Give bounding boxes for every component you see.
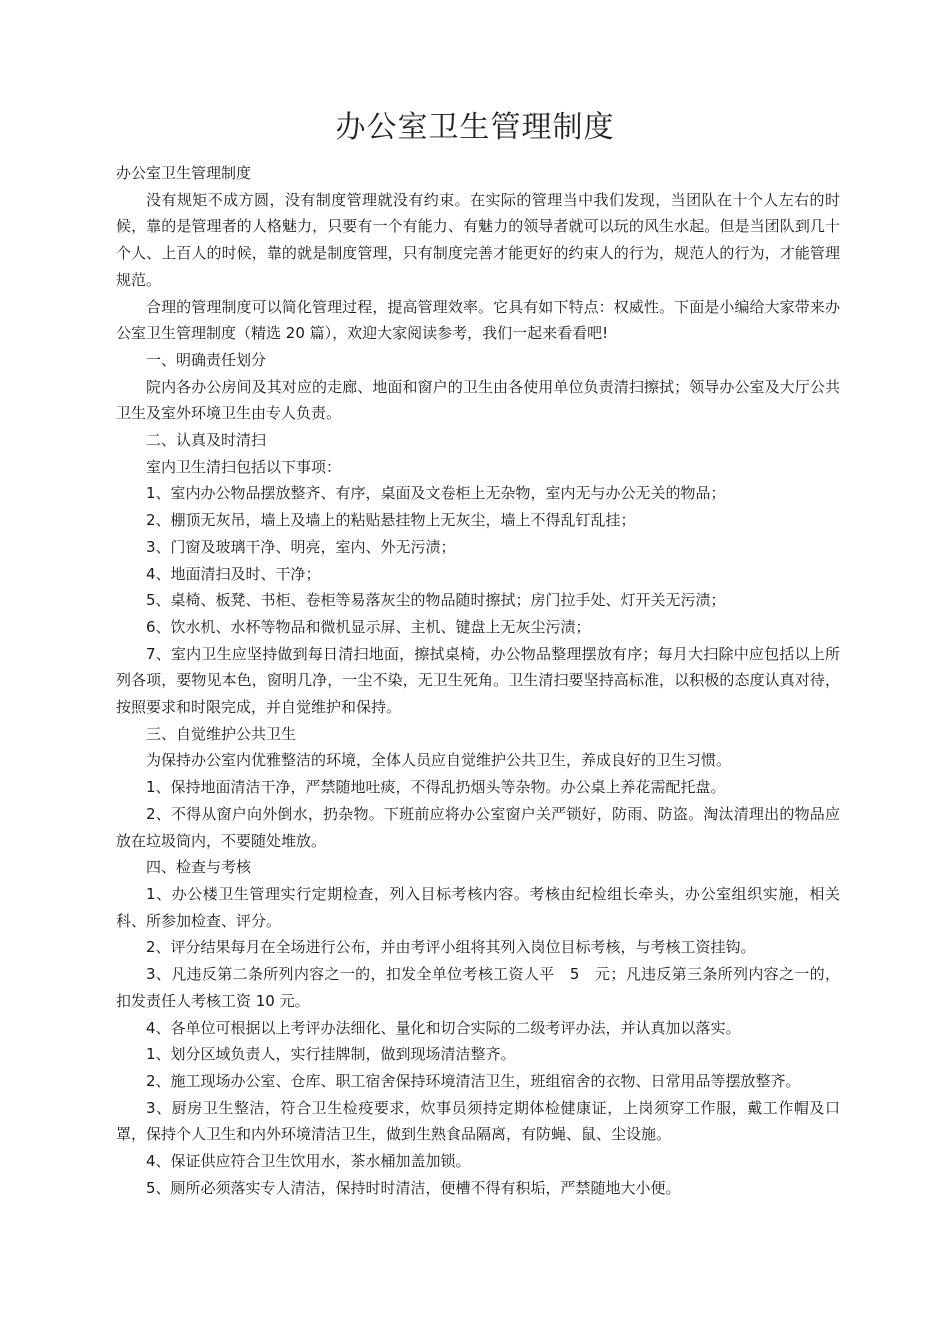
body-paragraph: 四、检查与考核	[146, 858, 252, 877]
body-paragraph: 2、施工现场办公室、仓库、职工宿舍保持环境清洁卫生，班组宿舍的衣物、日常用品等摆放整齐。	[146, 1071, 801, 1090]
body-paragraph: 5、厕所必须落实专人清洁，保持时时清洁，便槽不得有积垢，严禁随地大小便。	[146, 1178, 681, 1197]
body-paragraph: 4、保证供应符合卫生饮用水，茶水桶加盖加锁。	[146, 1152, 471, 1171]
body-paragraph: 三、自觉维护公共卫生	[146, 724, 297, 743]
body-paragraph: 3、凡违反第二条所列内容之一的，扣发全单位考核工资人平 5 元；凡违反第三条所列内容之一的，扣发责任人考核工资 10 元。	[116, 965, 840, 1010]
document-body	[116, 160, 840, 1201]
body-paragraph: 1、划分区域负责人，实行挂牌制，做到现场清洁整齐。	[146, 1045, 516, 1064]
body-paragraph: 一、明确责任划分	[146, 350, 267, 369]
body-paragraph: 2、棚顶无灰吊，墙上及墙上的粘贴悬挂物上无灰尘，墙上不得乱钉乱挂；	[146, 511, 636, 530]
body-paragraph: 没有规矩不成方圆，没有制度管理就没有约束。在实际的管理当中我们发现，当团队在十个人左右的时候，靠的是管理者的人格魅力，只要有一个有能力、有魅力的领导者就可以玩的风生水起。但是当团队到几十个人、上百人的时候，靠的就是制度管理，只有制度完善才能更好的约束人的行为，规范人的行为，才能管理规范。	[116, 190, 840, 289]
body-paragraph: 4、各单位可根据以上考评办法细化、量化和切合实际的二级考评办法，并认真加以落实。	[146, 1018, 741, 1037]
body-paragraph: 合理的管理制度可以简化管理过程，提高管理效率。它具有如下特点：权威性。下面是小编给大家带来办公室卫生管理制度（精选 20 篇），欢迎大家阅读参考，我们一起来看看吧!	[116, 297, 840, 343]
body-paragraph: 1、室内办公物品摆放整齐、有序，桌面及文卷柜上无杂物，室内无与办公无关的物品；	[146, 484, 726, 503]
document-title: 办公室卫生管理制度	[335, 110, 615, 146]
body-paragraph: 1、保持地面清洁干净，严禁随地吐痰，不得乱扔烟头等杂物。办公桌上养花需配托盘。	[146, 778, 726, 797]
document-subtitle: 办公室卫生管理制度	[116, 164, 252, 182]
body-paragraph: 5、桌椅、板凳、书柜、卷柜等易落灰尘的物品随时擦拭；房门拉手处、灯开关无污渍；	[146, 591, 726, 610]
body-paragraph: 1、办公楼卫生管理实行定期检查，列入目标考核内容。考核由纪检组长牵头，办公室组织实施，相关科、所参加检查、评分。	[116, 884, 840, 930]
body-paragraph: 二、认真及时清扫	[146, 431, 267, 450]
body-paragraph: 院内各办公房间及其对应的走廊、地面和窗户的卫生由各使用单位负责清扫擦拭；领导办公室及大厅公共卫生及室外环境卫生由专人负责。	[116, 377, 840, 423]
body-paragraph: 3、厨房卫生整洁，符合卫生检疫要求，炊事员须持定期体检健康证，上岗须穿工作服，戴工作帽及口罩，保持个人卫生和内外环境清洁卫生，做到生熟食品隔离，有防蝇、鼠、尘设施。	[116, 1098, 840, 1144]
body-paragraph: 为保持办公室内优雅整洁的环境，全体人员应自觉维护公共卫生，养成良好的卫生习惯。	[146, 751, 732, 770]
body-paragraph: 4、地面清扫及时、干净；	[146, 564, 321, 583]
body-paragraph: 3、门窗及玻璃干净、明亮，室内、外无污渍；	[146, 537, 456, 556]
body-paragraph: 7、室内卫生应坚持做到每日清扫地面，擦拭桌椅，办公物品整理摆放有序；每月大扫除中应包括以上所列各项，要物见本色，窗明几净，一尘不染，无卫生死角。卫生清扫要坚持高标准，以积极的态度认真对待，按照要求和时限完成，并自觉维护和保持。	[116, 644, 840, 717]
body-paragraph: 2、不得从窗户向外倒水，扔杂物。下班前应将办公室窗户关严锁好，防雨、防盗。淘汰清理出的物品应放在垃圾筒内，不要随处堆放。	[116, 804, 840, 850]
body-paragraph: 室内卫生清扫包括以下事项：	[146, 457, 342, 476]
body-paragraph: 2、评分结果每月在全场进行公布，并由考评小组将其列入岗位目标考核，与考核工资挂钩。	[146, 938, 756, 957]
body-paragraph: 6、饮水机、水杯等物品和微机显示屏、主机、键盘上无灰尘污渍；	[146, 617, 591, 636]
